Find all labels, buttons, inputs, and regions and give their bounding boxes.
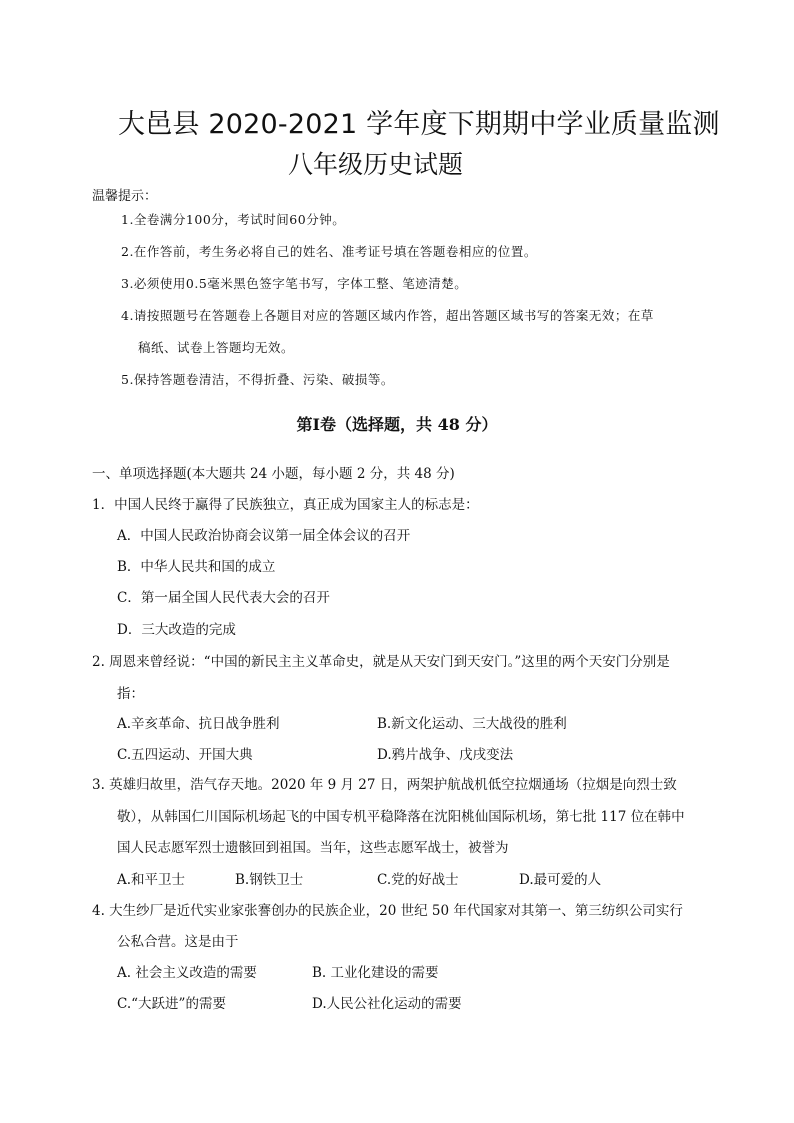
question-3-stem: 3. 英雄归故里，浩气存天地。2020 年 9 月 27 日，两架护航战机低空拉烟通场（拉烟是向烈士致 [92, 777, 677, 793]
tip-item: 3.必须使用0.5毫米黑色签字笔书写，字体工整、笔迹清楚。 [121, 276, 468, 291]
tip-item: 4.请按照题号在答题卷上各题目对应的答题区域内作答，超出答题区域书写的答案无效；在草 [121, 308, 654, 323]
question-4-stem: 4. 大生纱厂是近代实业家张謇创办的民族企业，20 世纪 50 年代国家对其第一、第三纺织公司实行 [92, 903, 683, 919]
question-3-option-a: A.和平卫士 [117, 872, 186, 888]
question-4-option-b: B. 工业化建设的需要 [312, 965, 439, 981]
exam-title: 大邑县 2020-2021 学年度下期期中学业质量监测 [118, 109, 720, 140]
question-3-option-d: D.最可爱的人 [519, 872, 602, 888]
question-4-stem: 公私合营。这是由于 [117, 934, 239, 950]
question-1-option-c: C．第一届全国人民代表大会的召开 [117, 590, 330, 606]
question-1-option-a: A．中国人民政治协商会议第一届全体会议的召开 [117, 528, 411, 544]
question-2-stem: 2. 周恩来曾经说：“中国的新民主主义革命史，就是从天安门到天安门。”这里的两个天安门分别是 [92, 654, 670, 670]
question-4-option-d: D.人民公社化运动的需要 [312, 996, 462, 1012]
question-1-stem: 1．中国人民终于赢得了民族独立，真正成为国家主人的标志是： [92, 497, 479, 513]
question-4-option-a: A. 社会主义改造的需要 [117, 965, 257, 981]
tip-item: 5.保持答题卷清洁，不得折叠、污染、破损等。 [121, 372, 394, 387]
tip-item: 稿纸、试卷上答题均无效。 [138, 340, 295, 355]
section-title: 第Ⅰ卷（选择题，共 48 分） [296, 415, 498, 434]
question-2-stem: 指： [117, 686, 144, 702]
question-3-option-c: C.党的好战士 [377, 872, 459, 888]
exam-subtitle: 八年级历史试题 [288, 150, 464, 179]
question-3-option-b: B.钢铁卫士 [235, 872, 304, 888]
question-2-option-d: D.鸦片战争、戊戌变法 [377, 747, 514, 763]
question-1-option-d: D．三大改造的完成 [117, 622, 236, 638]
question-3-stem: 敬），从韩国仁川国际机场起飞的中国专机平稳降落在沈阳桃仙国际机场，第七批 117 位在韩中 [117, 809, 685, 825]
section-instruction: 一、单项选择题(本大题共 24 小题，每小题 2 分，共 48 分) [92, 466, 455, 482]
question-4-option-c: C.“大跃进”的需要 [117, 996, 226, 1012]
question-2-option-a: A.辛亥革命、抗日战争胜利 [117, 716, 280, 732]
tips-label: 温馨提示： [92, 189, 158, 204]
question-3-stem: 国人民志愿军烈士遗骸回到祖国。当年，这些志愿军战士，被誉为 [117, 840, 509, 856]
question-2-option-c: C.五四运动、开国大典 [117, 747, 253, 763]
tip-item: 1.全卷满分100分，考试时间60分钟。 [121, 212, 346, 227]
question-1-option-b: B．中华人民共和国的成立 [117, 559, 276, 575]
question-2-option-b: B.新文化运动、三大战役的胜利 [377, 716, 567, 732]
tip-item: 2.在作答前，考生务必将自己的姓名、准考证号填在答题卷相应的位置。 [121, 244, 537, 259]
